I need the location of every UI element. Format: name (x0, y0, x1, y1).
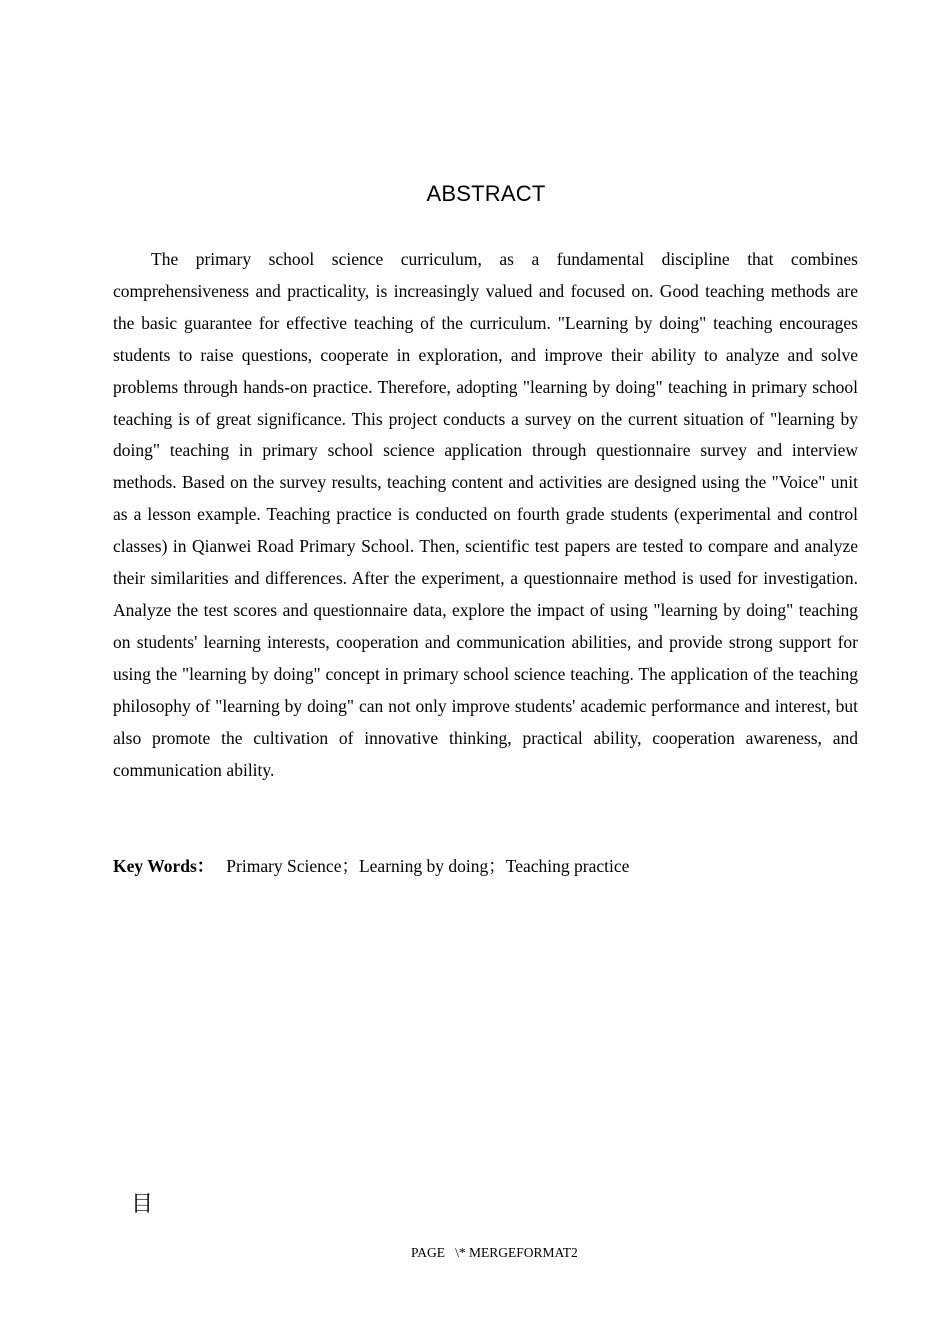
keywords-list: Primary Science；Learning by doing；Teaching practice (226, 856, 630, 876)
toc-heading-fragment: 目 (131, 1192, 154, 1217)
page-footer-field: PAGE \* MERGEFORMAT2 (411, 1245, 578, 1260)
abstract-paragraph: The primary school science curriculum, as a fundamental discipline that combines comprehensiveness and practicality, is increasingly valued and focused on. Good teaching methods are the basic guarantee for effective teaching of the curriculum. "Learning by doing" teaching encourages students to raise questions, cooperate in exploration, and improve their ability to analyze and solve problems through hands-on practice. Therefore, adopting "learning by doing" teaching in primary school teaching is of great significance. This project conducts a survey on the current situation of "learning by doing" teaching in primary school science application through questionnaire survey and interview methods. Based on the survey results, teaching content and activities are designed using the "Voice" unit as a lesson example. Teaching practice is conducted on fourth grade students (experimental and control classes) in Qianwei Road Primary School. Then, scientific test papers are tested to compare and analyze their similarities and differences. After the experiment, a questionnaire method is used for investigation. Analyze the test scores and questionnaire data, explore the impact of using "learning by doing" teaching on students' learning interests, cooperation and communication abilities, and provide strong support for using the "learning by doing" concept in primary school science teaching. The application of the teaching philosophy of "learning by doing" can not only improve students' academic performance and interest, but also promote the cultivation of innovative thinking, practical ability, cooperation awareness, and communication ability. (113, 249, 858, 780)
abstract-title: ABSTRACT (426, 181, 546, 206)
keywords-line (113, 851, 858, 882)
keywords-label: Key Words： (113, 856, 215, 876)
